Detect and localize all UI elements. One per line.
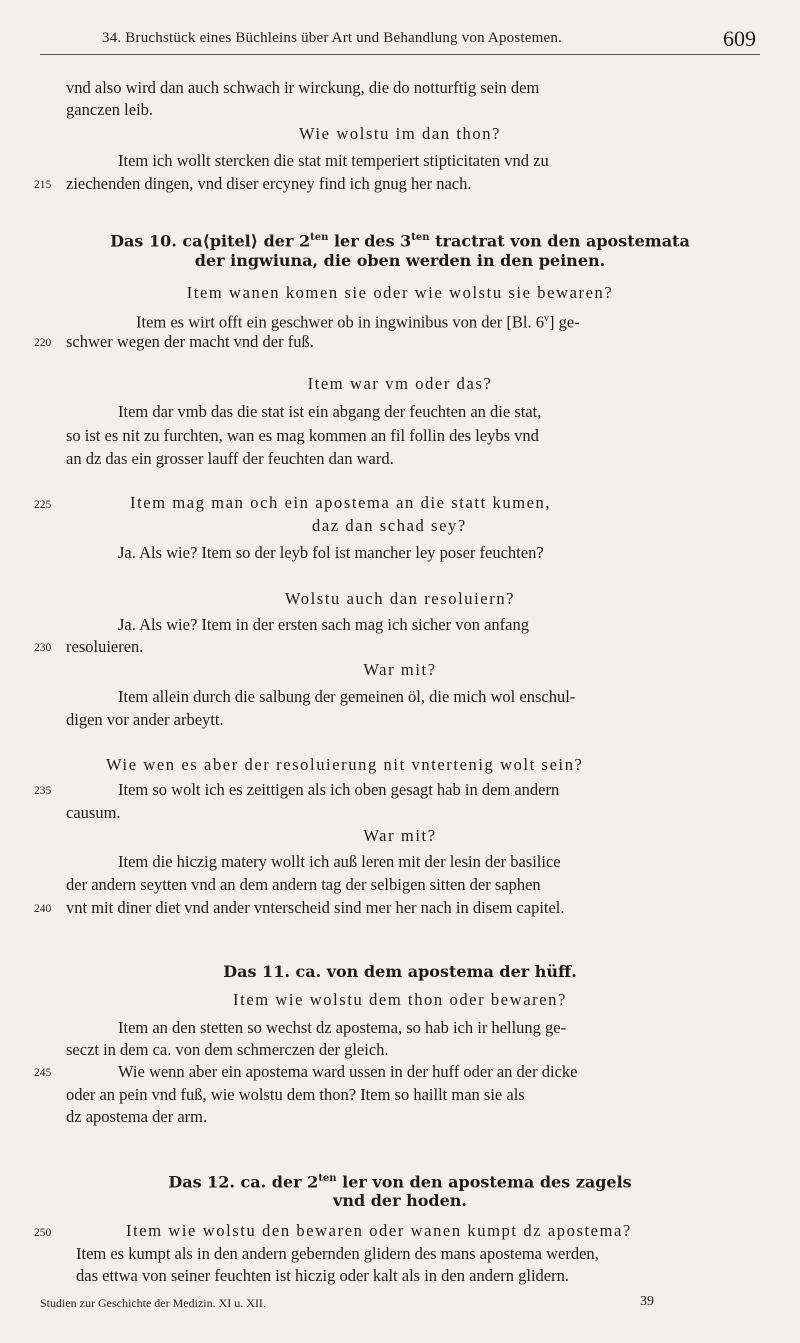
question-line: Wie wen es aber der resoluierung nit vntertenig wolt sein? bbox=[106, 755, 584, 774]
question-line: War mit? bbox=[363, 660, 437, 679]
text-line: Item allein durch die salbung der gemeinen öl, die mich wol enschul- bbox=[118, 687, 576, 706]
text-line: Wie wenn aber ein apostema ward ussen in der huff oder an der dicke bbox=[118, 1062, 578, 1081]
text-line: vnt mit diner diet vnd ander vnterscheid sind mer her nach in disem capitel. bbox=[66, 898, 565, 917]
text-line: Item es wirt offt ein geschwer ob in ingwinibus von der [Bl. 6$^v$] ge- bbox=[136, 312, 580, 332]
text-line: an dz das ein grosser lauff der feuchten dan ward. bbox=[66, 449, 394, 468]
chapter-heading: Das 10. ca⟨pitel⟩ der $2^{ten}$ ler des $3^{ten}$ tractrat von den apostemata bbox=[110, 231, 690, 251]
page-number: 609 bbox=[723, 26, 756, 51]
text-line: Item die hiczig matery wollt ich auß leren mit der lesin der basilice bbox=[118, 852, 561, 871]
text-line: schwer wegen der macht vnd der fuß. bbox=[66, 332, 314, 351]
line-number: 235 bbox=[34, 785, 52, 797]
text-line: ganczen leib. bbox=[66, 100, 154, 119]
text-line: dz apostema der arm. bbox=[66, 1107, 208, 1126]
question-line: Item wie wolstu dem thon oder bewaren? bbox=[233, 990, 567, 1009]
footer-series-title: Studien zur Geschichte der Medizin. XI u. XII. bbox=[40, 1296, 266, 1310]
text-line: Item es kumpt als in den andern gebernden glidern des mans apostema werden, bbox=[76, 1244, 599, 1263]
chapter-heading: der ingwiuna, die oben werden in den peinen. bbox=[194, 251, 606, 270]
text-line-content: vnd also wird dan auch schwach ir wirckung, die do notturftig sein dem bbox=[66, 78, 540, 97]
question-line: Wie wolstu im dan thon? bbox=[298, 124, 502, 143]
text-line: so ist es nit zu furchten, wan es mag kommen an fil follin des leybs vnd bbox=[66, 426, 539, 445]
chapter-heading: vnd der hoden. bbox=[333, 1191, 467, 1210]
text-line: oder an pein vnd fuß, wie wolstu dem thon? Item so haillt man sie als bbox=[66, 1085, 525, 1104]
footer-signature: 39 bbox=[640, 1294, 654, 1309]
line-number: 225 bbox=[34, 499, 52, 511]
question-line: War mit? bbox=[363, 826, 437, 845]
text-line: das ettwa von seiner feuchten ist hiczig oder kalt als in den andern glidern. bbox=[76, 1266, 570, 1285]
line-number: 230 bbox=[34, 642, 52, 654]
text-line: digen vor ander arbeytt. bbox=[66, 710, 224, 729]
line-number: 220 bbox=[34, 337, 52, 349]
question-line: Item war vm oder das? bbox=[307, 374, 493, 393]
text-line: causum. bbox=[66, 803, 121, 822]
text-line: Item ich wollt stercken die stat mit temperiert stipticitaten vnd zu bbox=[118, 151, 549, 170]
chapter-heading: Das 11. ca. von dem apostema der hüff. bbox=[223, 962, 577, 981]
question-line: daz dan schad sey? bbox=[312, 516, 467, 535]
chapter-heading: Das 12. ca. der $2^{ten}$ ler von den apostema des zagels bbox=[168, 1172, 632, 1192]
text-line: der andern seytten vnd an dem andern tag der selbigen sitten der saphen bbox=[66, 875, 541, 894]
text-line: resoluieren. bbox=[66, 637, 144, 656]
question-line: Wolstu auch dan resoluiern? bbox=[284, 589, 516, 608]
header-title: 34. Bruchstück eines Büchleins über Art und Behandlung von Apostemen. bbox=[102, 30, 562, 46]
question-line: Item mag man och ein apostema an die statt kumen, bbox=[130, 493, 552, 512]
question-line: Item wie wolstu den bewaren oder wanen kumpt dz apostema? bbox=[126, 1221, 632, 1240]
text-line: Ja. Als wie? Item in der ersten sach mag ich sicher von anfang bbox=[118, 615, 529, 634]
running-header bbox=[40, 28, 760, 55]
text-line: Item dar vmb das die stat ist ein abgang der feuchten an die stat, bbox=[118, 402, 542, 421]
text-line: Item an den stetten so wechst dz apostema, so hab ich ir hellung ge- bbox=[118, 1018, 567, 1037]
text-line: seczt in dem ca. von dem schmerczen der gleich. bbox=[66, 1040, 389, 1059]
text-line: Item so wolt ich es zeittigen als ich oben gesagt hab in dem andern bbox=[118, 780, 560, 799]
text-line bbox=[66, 78, 754, 98]
text-line: ziechenden dingen, vnd diser ercyney find ich gnug her nach. bbox=[66, 174, 472, 193]
question-line: Item wanen komen sie oder wie wolstu sie bewaren? bbox=[186, 283, 614, 302]
line-number: 245 bbox=[34, 1067, 52, 1079]
text-line: Ja. Als wie? Item so der leyb fol ist mancher ley poser feuchten? bbox=[118, 543, 544, 562]
line-number: 240 bbox=[34, 903, 52, 915]
line-number: 250 bbox=[34, 1227, 52, 1239]
line-number: 215 bbox=[34, 179, 52, 191]
